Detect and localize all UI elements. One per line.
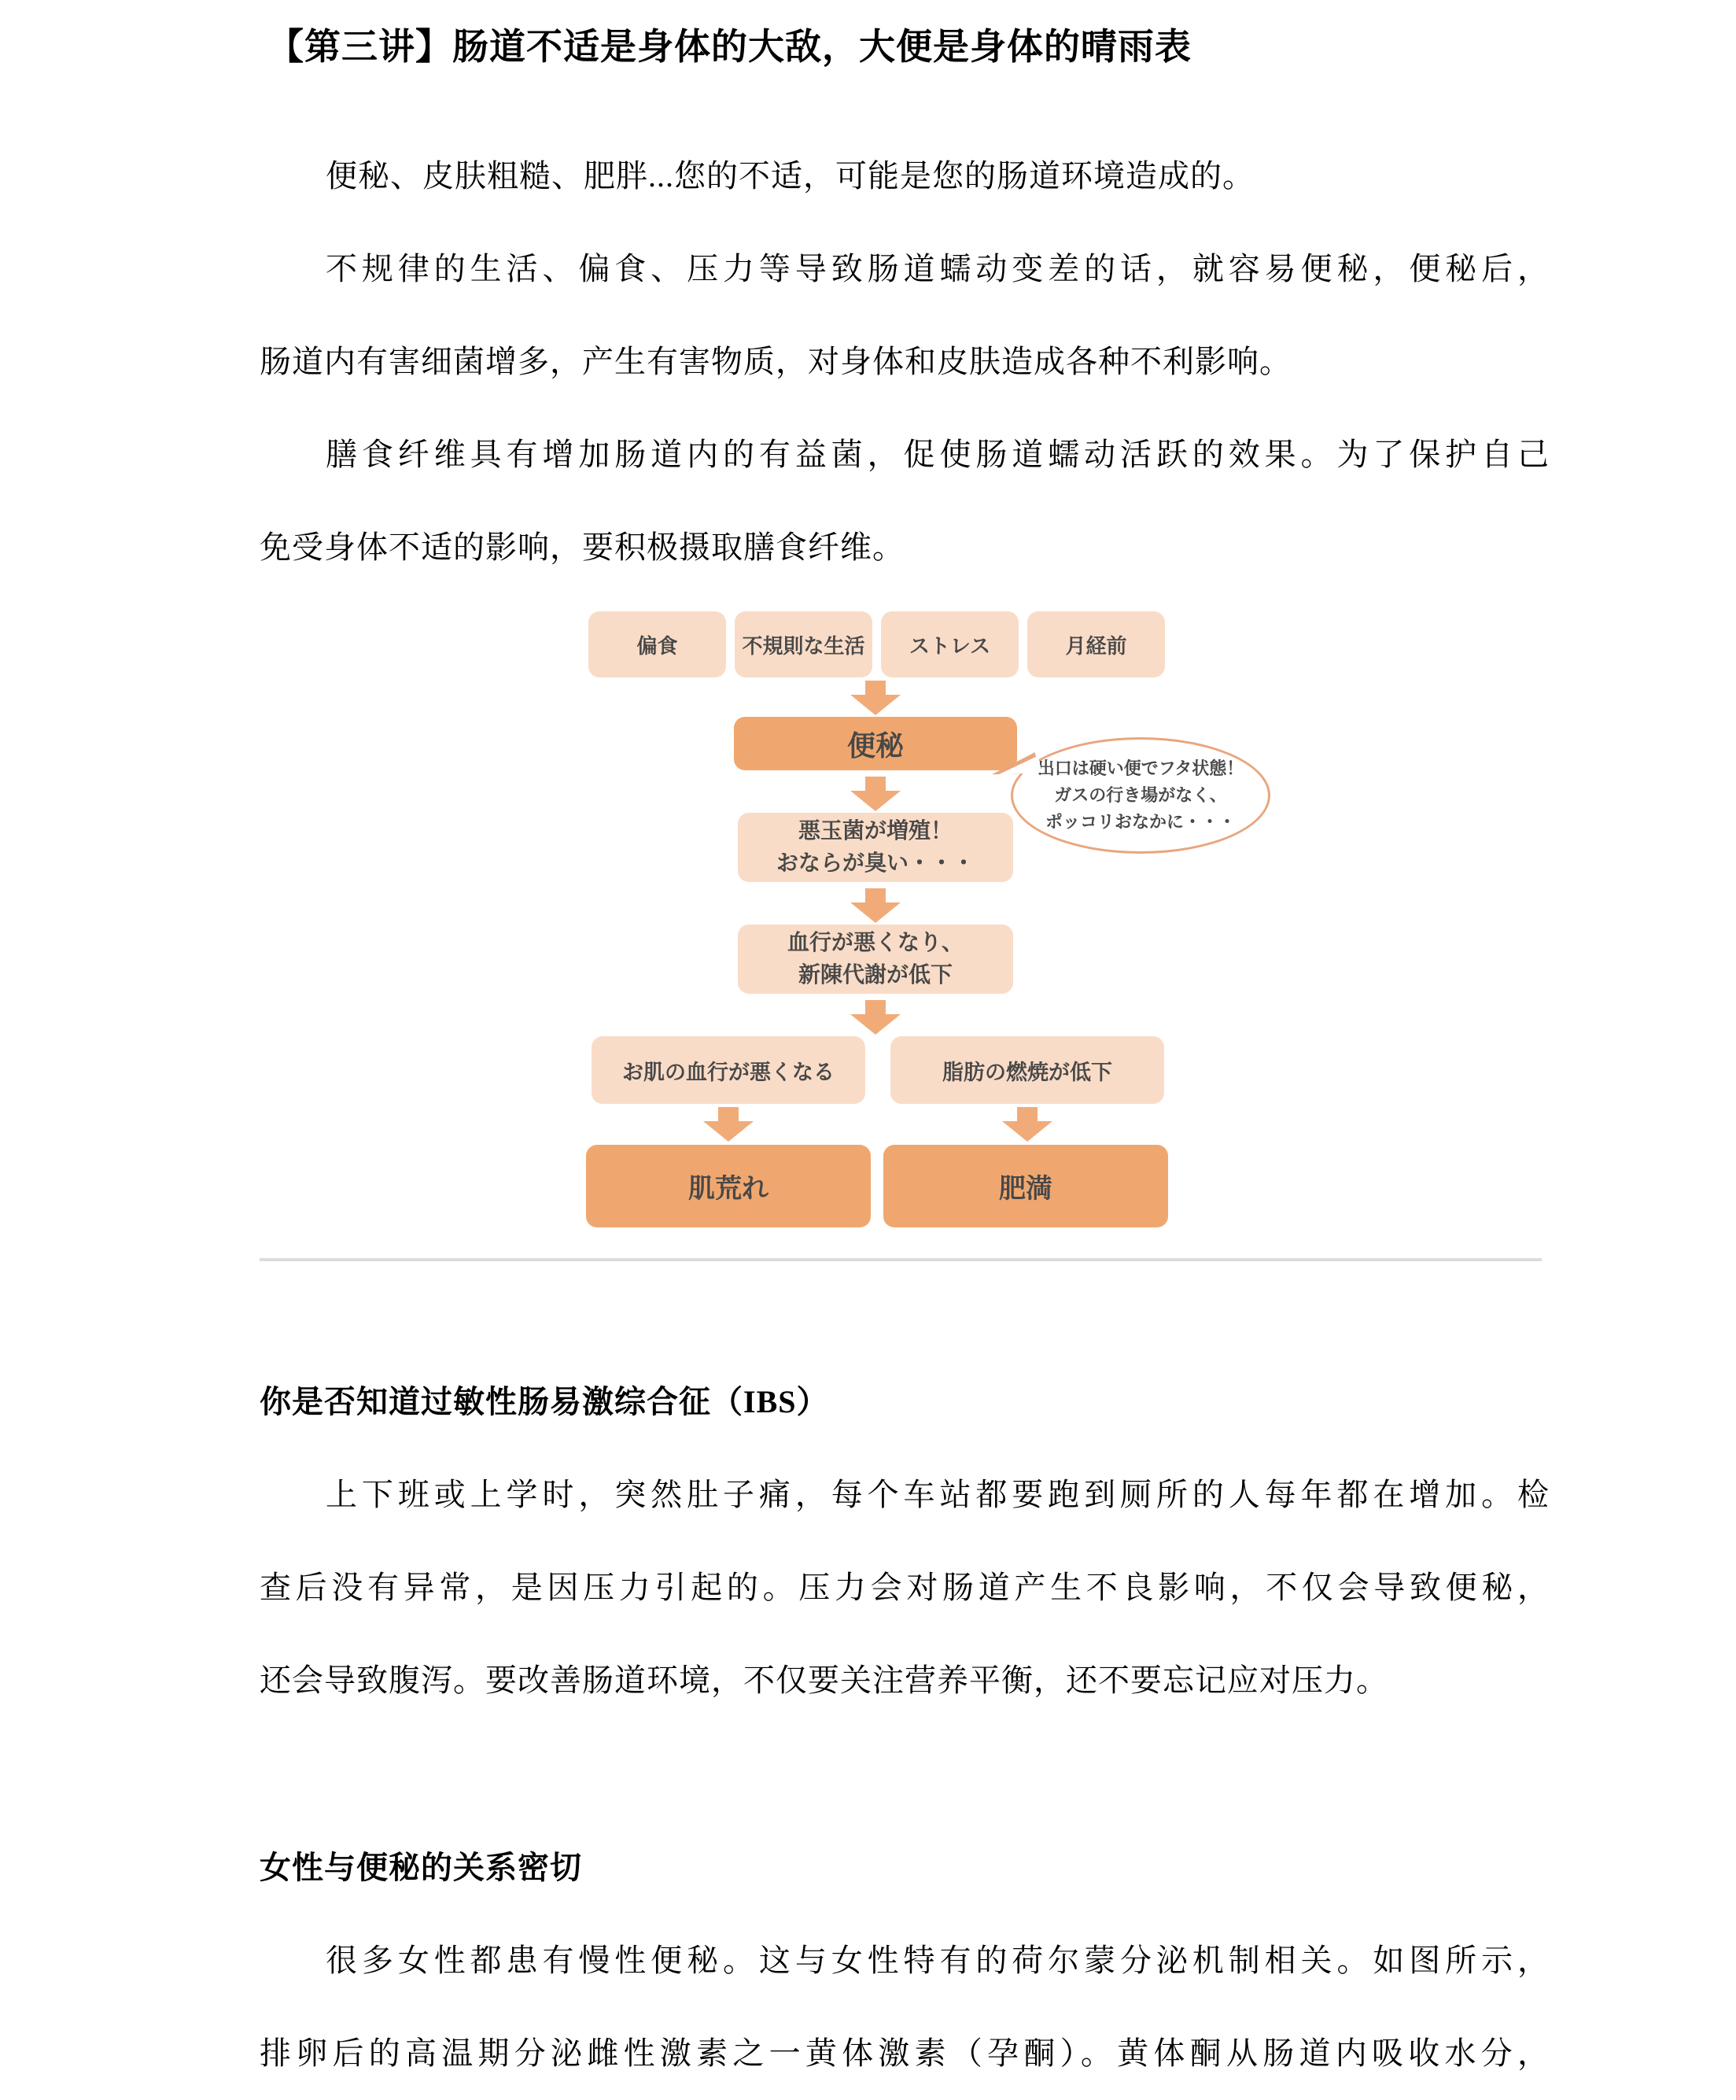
cause-box-premenstrual: 月経前 bbox=[1027, 611, 1165, 677]
document-body bbox=[260, 0, 1550, 2100]
cause-box-unbalanced-diet: 偏食 bbox=[588, 611, 726, 677]
down-arrow-icon bbox=[703, 1107, 754, 1142]
fat-burning-box: 脂肪の燃焼が低下 bbox=[890, 1036, 1164, 1104]
bubble-line: ポッコリおなかに・・・ bbox=[1045, 812, 1236, 832]
bad-bacteria-box: 悪玉菌が増殖！ おならが臭い・・・ bbox=[738, 813, 1013, 882]
page-title: 【第三讲】肠道不适是身体的大敌，大便是身体的晴雨表 bbox=[267, 27, 1192, 67]
down-arrow-icon bbox=[850, 681, 901, 715]
rough-skin-result-box: 肌荒れ bbox=[586, 1145, 871, 1227]
women-line: 排卵后的高温期分泌雌性激素之一黄体激素（孕酮）。黄体酮从肠道内吸收水分， bbox=[260, 2035, 1550, 2071]
bubble-line: ガスの行き場がなく、 bbox=[1054, 784, 1227, 805]
intro-line: 膳食纤维具有增加肠道内的有益菌，促使肠道蠕动活跃的效果。为了保护自己 bbox=[326, 437, 1550, 472]
speech-bubble bbox=[1011, 737, 1270, 854]
intro-line: 免受身体不适的影响，要积极摄取膳食纤维。 bbox=[260, 530, 905, 565]
women-section-heading: 女性与便秘的关系密切 bbox=[260, 1850, 582, 1885]
skin-circulation-box: お肌の血行が悪くなる bbox=[592, 1036, 865, 1104]
ibs-section-heading: 你是否知道过敏性肠易激综合征（IBS） bbox=[260, 1384, 829, 1419]
cause-box-irregular-life: 不規則な生活 bbox=[735, 611, 872, 677]
obesity-result-box: 肥満 bbox=[883, 1145, 1168, 1227]
women-line: 很多女性都患有慢性便秘。这与女性特有的荷尔蒙分泌机制相关。如图所示， bbox=[326, 1943, 1550, 1978]
ibs-line: 查后没有异常，是因压力引起的。压力会对肠道产生不良影响，不仅会导致便秘， bbox=[260, 1570, 1550, 1605]
section-divider bbox=[260, 1258, 1542, 1261]
down-arrow-icon bbox=[1002, 1107, 1052, 1142]
down-arrow-icon bbox=[850, 777, 901, 811]
down-arrow-icon bbox=[850, 1000, 901, 1035]
intro-line: 便秘、皮肤粗糙、肥胖...您的不适，可能是您的肠道环境造成的。 bbox=[326, 158, 1255, 194]
bubble-line: 出口は硬い便でフタ状態！ bbox=[1037, 758, 1244, 778]
ibs-line: 还会导致腹泻。要改善肠道环境，不仅要关注营养平衡，还不要忘记应对压力。 bbox=[260, 1663, 1388, 1698]
intro-line: 肠道内有害细菌增多，产生有害物质，对身体和皮肤造成各种不利影响。 bbox=[260, 344, 1292, 379]
blood-circulation-box: 血行が悪くなり、 新陳代謝が低下 bbox=[738, 925, 1013, 994]
ibs-line: 上下班或上学时，突然肚子痛，每个车站都要跑到厕所的人每年都在增加。检 bbox=[326, 1477, 1550, 1512]
intro-line: 不规律的生活、偏食、压力等导致肠道蠕动变差的话，就容易便秘，便秘后， bbox=[326, 251, 1550, 286]
constipation-flowchart bbox=[582, 602, 1274, 1231]
constipation-box: 便秘 bbox=[734, 717, 1017, 770]
cause-box-stress: ストレス bbox=[881, 611, 1019, 677]
down-arrow-icon bbox=[850, 888, 901, 923]
